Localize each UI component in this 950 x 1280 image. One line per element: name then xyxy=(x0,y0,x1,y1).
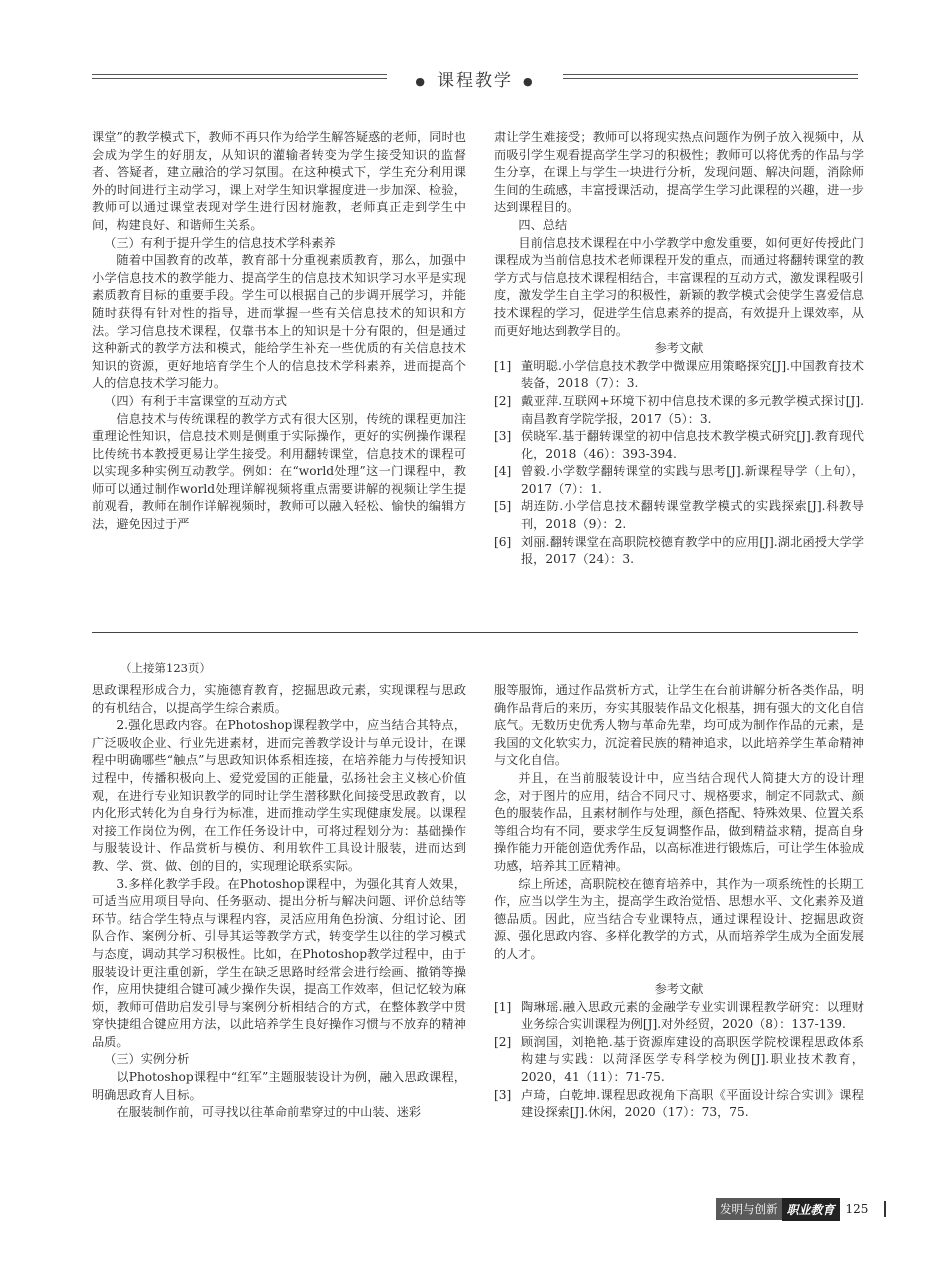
paragraph: 信息技术与传统课程的教学方式有很大区别，传统的课程更加注重理论性知识，信息技术则是侧重于实际操作，更好的实例操作课程比传统书本教授更易让学生接受。利用翻转课堂，信息技术的课程可以实现多种实例互动教学。例如：在“world处理”这一门课程中，教师可以通过制作world处理详解视频将重点需要讲解的视频让学生提前观看，教师在制作详解视频时，教师可以融入轻松、愉快的编辑方法，避免因过于严 xyxy=(92,411,466,532)
reference-item xyxy=(494,1034,864,1087)
article-divider xyxy=(92,632,858,633)
continued-note: （上接第123页） xyxy=(120,661,211,675)
reference-number: [1] xyxy=(494,358,512,373)
header-dot-icon: ● xyxy=(415,75,427,88)
reference-text: 陶琳瑶.融入思政元素的金融学专业实训课程教学研究：以理财业务综合实训课程为例[J].对外经贸，2020（8）：137-139. xyxy=(521,999,864,1032)
bottom-left-column xyxy=(92,682,466,1122)
reference-number: [6] xyxy=(494,534,512,549)
references-heading: 参考文献 xyxy=(654,982,704,997)
reference-number: [3] xyxy=(494,429,512,444)
section-title: 课程教学 xyxy=(437,71,513,91)
reference-text: 胡连防.小学信息技术翻转课堂教学模式的实践探索[J].科教导刊，2018（9）：2. xyxy=(521,499,864,532)
paragraph: 目前信息技术课程在中小学教学中愈发重要，如何更好传授此门课程成为当前信息技术老师课程开发的重点，而通过将翻转课堂的教学方式与信息技术课程相结合，丰富课程的互动方式，激发课程吸引度，激发学生自主学习的积极性，新颖的教学模式会使学生喜爱信息技术课程的学习，促进学生信息素养的提高，有效提升上课效率，从而更好地达到教学目的。 xyxy=(494,235,864,338)
reference-item xyxy=(494,999,864,1034)
paragraph: 以Photoshop课程中“红军”主题服装设计为例，融入思政课程，明确思政育人目标。 xyxy=(92,1070,466,1102)
paragraph: （四）有利于丰富课堂的互动方式 xyxy=(104,393,287,408)
paragraph: 思政课程形成合力，实施德育教育，挖掘思政元素，实现课程与思政的有机结合，以提高学生综合素质。 xyxy=(92,683,466,715)
paragraph: 服等服饰，通过作品赏析方式，让学生在台前讲解分析各类作品，明确作品背后的来历，夯实其服装作品文化根基，拥有强大的文化自信底气。无数历史优秀人物与革命先辈，均可成为制作作品的元素，是我国的文化软实力，沉淀着民族的精神追求，以此培养学生革命精神与文化自信。 xyxy=(494,683,864,768)
journal-brand-right: 职业教育 xyxy=(782,1198,840,1221)
journal-brand-left: 发明与创新 xyxy=(716,1198,782,1220)
paragraph: （三）有利于提升学生的信息技术学科素养 xyxy=(104,235,336,250)
reference-number: [4] xyxy=(494,464,512,479)
paragraph: 肃让学生难接受；教师可以将现实热点问题作为例子放入视频中，从而吸引学生观看提高学生学习的积极性；教师可以将优秀的作品与学生分享，在课上与学生一块进行分析，发现问题、解决问题，消除师生间的生疏感，丰富授课活动，提高学生学习此课程的兴趣，进一步达到课程目的。 xyxy=(494,130,864,215)
reference-item xyxy=(494,498,864,533)
paragraph: 3.多样化教学手段。在Photoshop课程中，为强化其育人效果，可适当应用项目导向、任务驱动、提出分析与解决问题、评价总结等环节。结合学生特点与课程内容，灵活应用角色扮演、分组讨论、团队合作、案例分析、引导其运等教学方式，转变学生以往的学习模式与态度，调动其学习积极性。比如，在Photoshop教学过程中，由于服装设计更注重创新，学生在缺乏思路时经常会进行绘画、撤销等操作，应用快捷组合键可减少操作失误，提高工作效率，但记忆较为麻烦，教师可借助启发引导与案例分析相结合的方式，在整体教学中贯穿快捷组合键应用方法，以此培养学生良好操作习惯与不放弃的精神品质。 xyxy=(92,876,466,1049)
section-header xyxy=(0,66,950,91)
reference-text: 刘丽.翻转课堂在高职院校德育教学中的应用[J].湖北函授大学学报，2017（24）：3. xyxy=(521,534,864,567)
reference-item xyxy=(494,1087,864,1122)
reference-text: 侯晓军.基于翻转课堂的初中信息技术教学模式研究[J].教育现代化，2018（46）：393-394. xyxy=(521,429,864,461)
reference-number: [2] xyxy=(494,393,512,408)
reference-number: [1] xyxy=(494,999,512,1014)
reference-item xyxy=(494,534,864,569)
paragraph: 2.强化思政内容。在Photoshop课程教学中，应当结合其特点，广泛吸收企业、行业先进素材，进而完善教学设计与单元设计，在课程中明确哪些“触点”与思政知识体系相连接，在培养能力与传授知识过程中，传播积极向上、爱党爱国的正能量，弘扬社会主义核心价值观，在进行专业知识教学的同时让学生潜移默化间接受思政教育，以内化形式转化为自身行为标准，进而推动学生实现健康发展。以课程对接工作岗位为例，在工作任务设计中，可将过程划分为：基础操作与服装设计、作品赏析与模仿、利用软件工具设计服装，进而达到教、学、赏、做、创的目的，实现理论联系实际。 xyxy=(92,718,466,873)
header-dot-icon: ● xyxy=(523,75,535,88)
bottom-right-column xyxy=(494,682,864,1122)
reference-text: 顾润国，刘艳艳.基于资源库建设的高职医学院校课程思政体系构建与实践：以菏泽医学专科学校为例[J].职业技术教育，2020，41（11）：71-75. xyxy=(521,1034,864,1085)
reference-item xyxy=(494,393,864,428)
paragraph: 四、总结 xyxy=(518,217,568,232)
paragraph: 课堂”的教学模式下，教师不再只作为给学生解答疑惑的老师，同时也会成为学生的好朋友，从知识的灌输者转变为学生接受知识的监督者、答疑者，建立融洽的学习氛围。在这种模式下，学生充分利用课外的时间进行主动学习，课上对学生知识掌握度进一步加深、检验，教师可以通过课堂表现对学生进行因材施教，老师真正走到学生中间，构建良好、和谐师生关系。 xyxy=(92,130,466,232)
paragraph: （三）实例分析 xyxy=(104,1052,190,1067)
reference-text: 卢琦，白乾坤.课程思政视角下高职《平面设计综合实训》课程建设探索[J].休闲，2020（17）：73，75. xyxy=(521,1087,864,1120)
reference-number: [2] xyxy=(494,1034,512,1049)
references-heading: 参考文献 xyxy=(654,341,704,356)
paragraph: 随着中国教育的改革，教育部十分重视素质教育，那么，加强中小学信息技术的教学能力、提高学生的信息技术知识学习水平是实现素质教育目标的重要手段。学生可以根据自己的步调开展学习，并能随时获得有针对性的指导，进而掌握一些有关信息技术的知识和方法。学习信息技术课程，仅靠书本上的知识是十分有限的，但是通过这种新式的教学方法和模式，能给学生补充一些优质的有关信息技术知识的资源，更好地培育学生个人的信息技术学科素养，进而提高个人的信息技术学习能力。 xyxy=(92,253,466,391)
page-footer xyxy=(716,1198,886,1220)
page-number: 125 xyxy=(845,1202,869,1216)
top-right-column xyxy=(494,129,864,569)
reference-item xyxy=(494,463,864,498)
reference-text: 戴亚萍.互联网+环境下初中信息技术课的多元教学模式探讨[J].南昌教育学院学报，2017（5）：3. xyxy=(521,393,864,426)
paragraph: 并且，在当前服装设计中，应当结合现代人简捷大方的设计理念，对于图片的应用，结合不同尺寸、规格要求，制定不同款式、颜色的服装作品，且素材制作与处理，颜色搭配、特殊效果、位置关系等组合均有不同，要求学生反复调整作品，做到精益求精，提高自身操作能力开能创造优秀作品，以高标准进行锻炼后，可让学生体验成功感，培养其工匠精神。 xyxy=(494,770,864,873)
top-left-column xyxy=(92,129,466,534)
reference-item xyxy=(494,358,864,393)
reference-item xyxy=(494,428,864,463)
reference-number: [3] xyxy=(494,1087,512,1102)
reference-text: 曾毅.小学数学翻转课堂的实践与思考[J].新课程导学（上旬），2017（7）：1. xyxy=(521,464,864,496)
paragraph: 在服装制作前，可寻找以往革命前辈穿过的中山装、迷彩 xyxy=(116,1105,422,1120)
paragraph: 综上所述，高职院校在德育培养中，其作为一项系统性的长期工作，应当以学生为主，提高学生政治觉悟、思想水平、文化素养及道德品质。因此，应当结合专业课特点，通过课程设计、挖掘思政资源、强化思政内容、多样化教学的方式，从而培养学生成为全面发展的人才。 xyxy=(494,876,864,961)
reference-text: 董明聪.小学信息技术教学中微课应用策略探究[J].中国教育技术装备，2018（7）：3. xyxy=(521,358,864,391)
reference-number: [5] xyxy=(494,499,512,514)
page-number-bar xyxy=(884,1201,886,1217)
